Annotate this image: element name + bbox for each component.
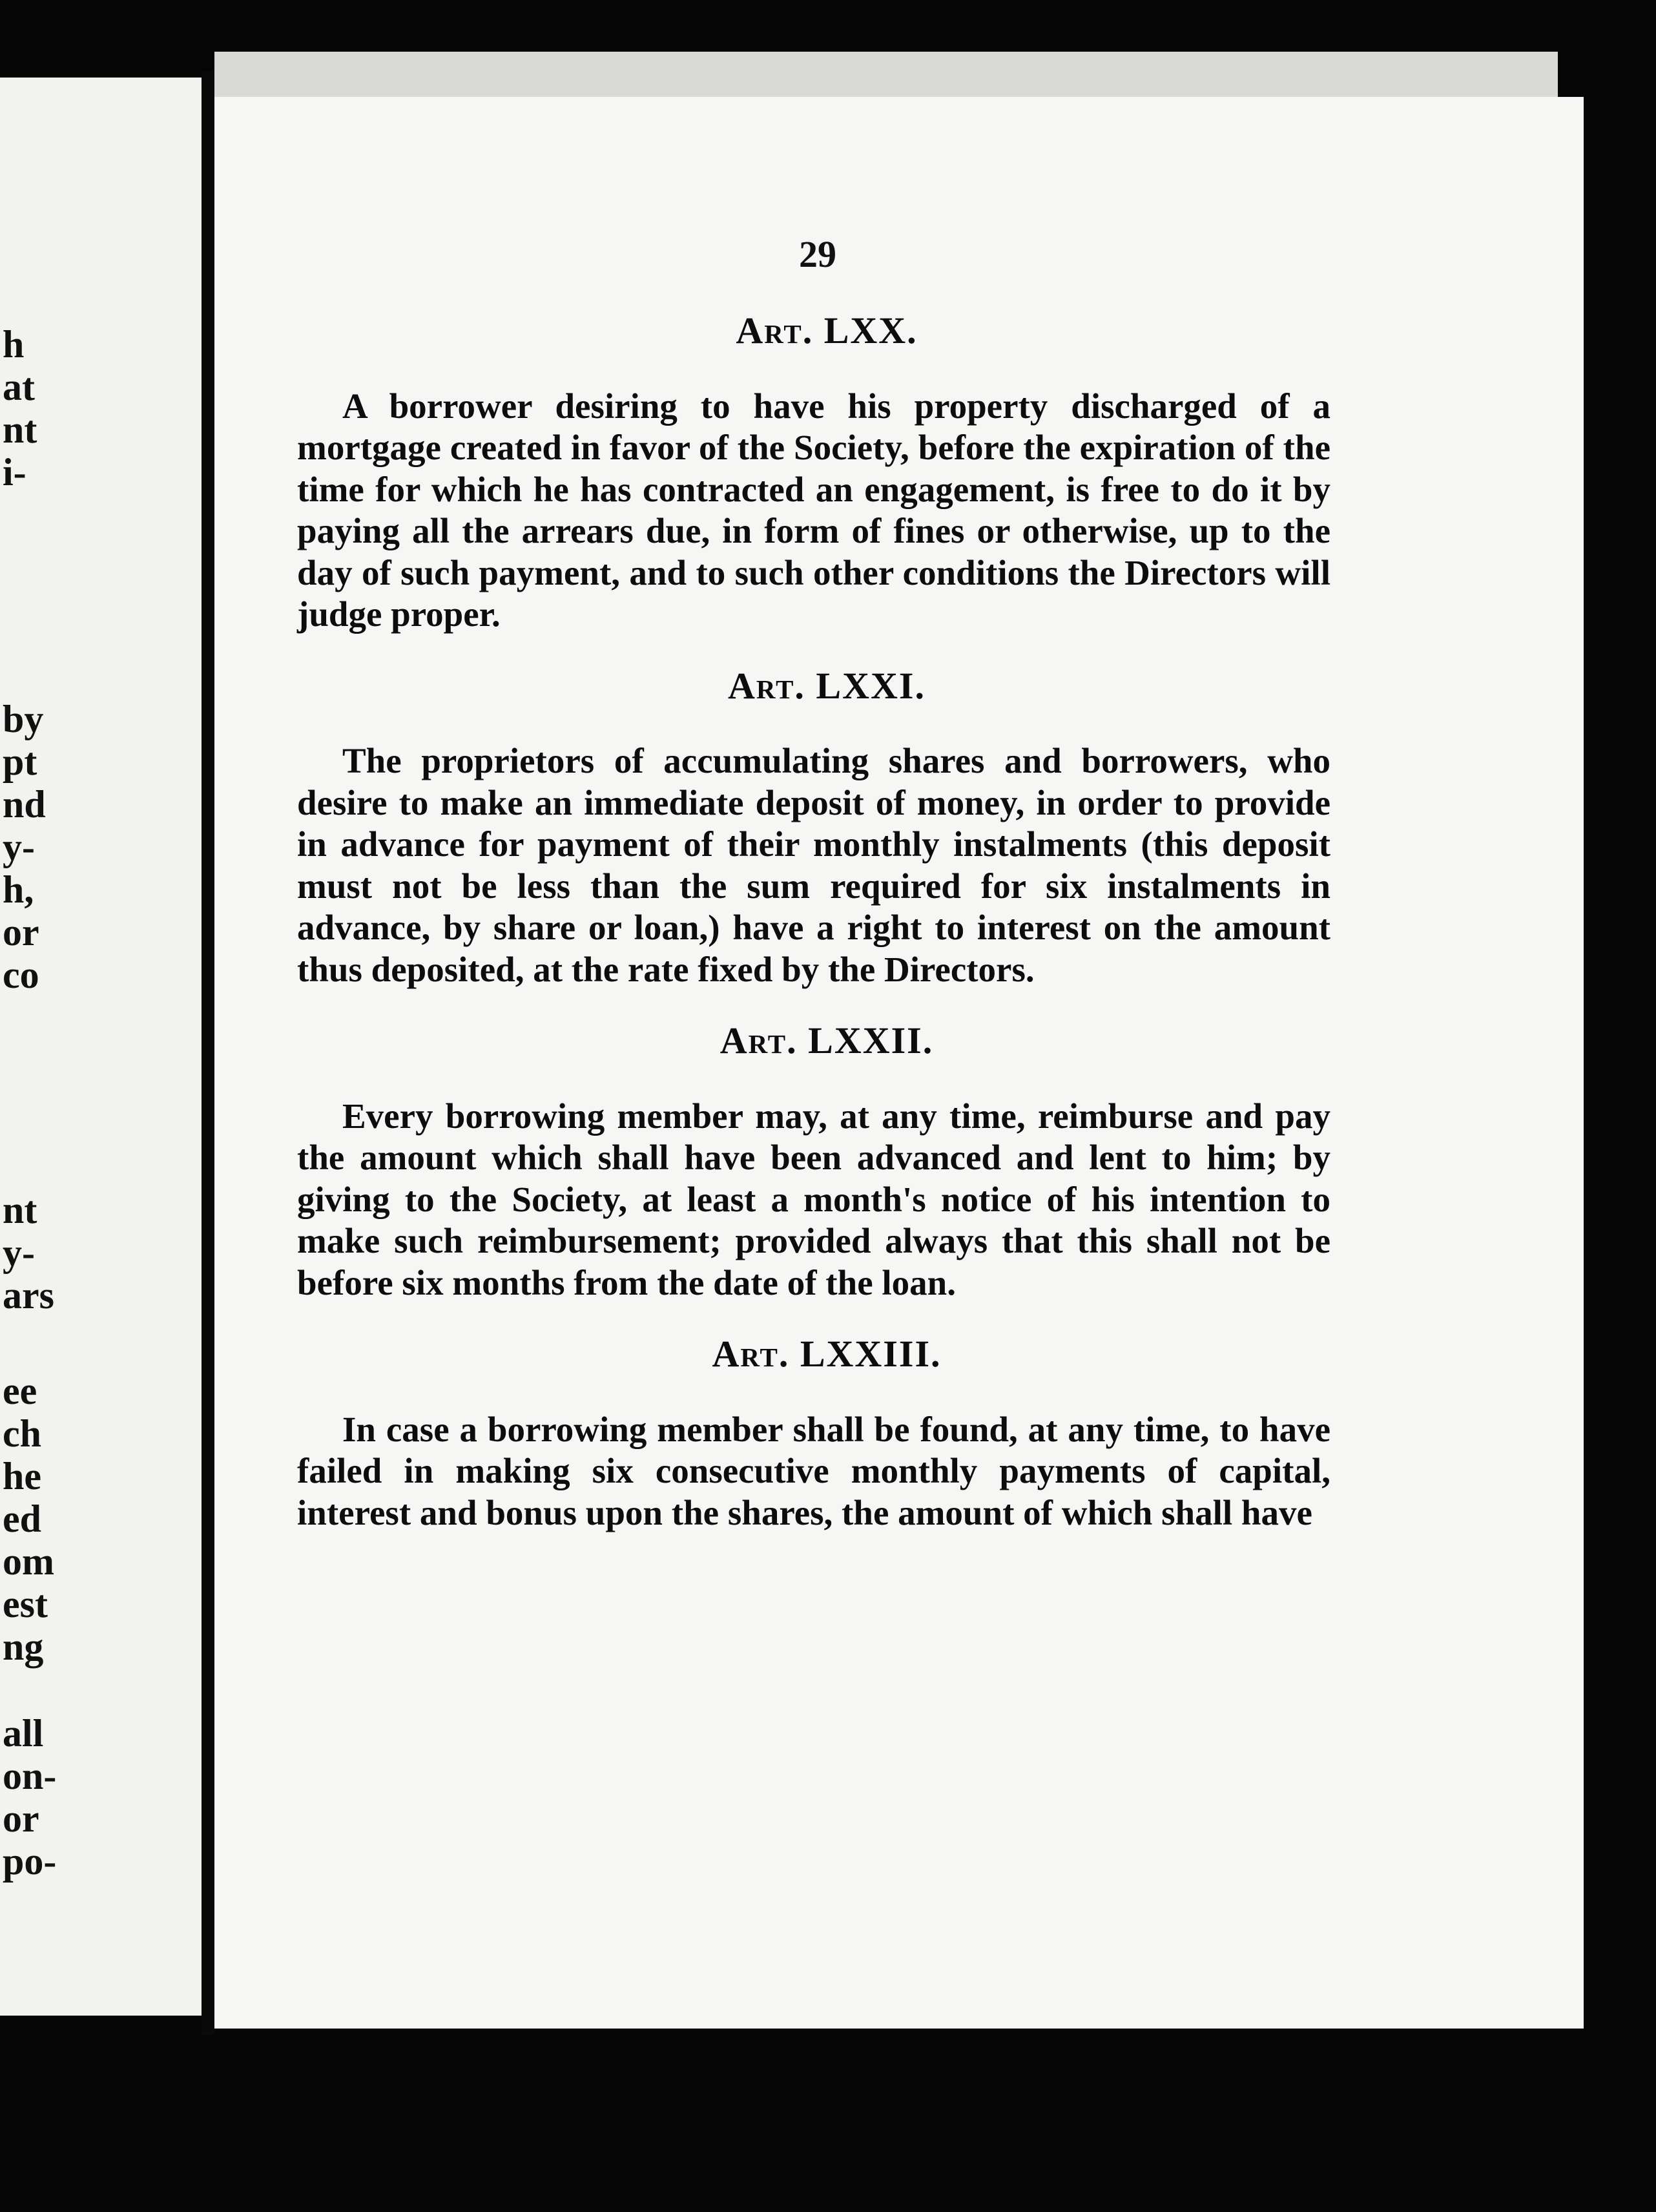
left-fragment: h, [3,868,34,911]
left-fragment: h [3,323,25,366]
page-gutter [202,71,214,2035]
left-fragment: nt [3,1189,37,1231]
left-fragment: ng [3,1625,44,1668]
left-fragment: est [3,1583,48,1625]
left-fragment: by [3,698,44,740]
left-fragment: all [3,1712,44,1755]
left-fragment: po- [3,1840,57,1883]
article-text: A borrower desiring to have his property discharged of a mortgage created in favor of the Society, before the expiration of the time for which he has contracted an engagement, is free to do it by paying all the arrears due, in form of fines or otherwise, up to the day of such payment, and to such other conditions the Directors will judge proper. [297,386,1330,634]
left-facing-page [0,78,202,2016]
left-fragment: on- [3,1755,57,1797]
left-fragment: i- [3,451,26,494]
article-heading: Art. LXXII. [719,1019,934,1061]
left-fragment: nd [3,783,46,826]
page-body [297,310,1330,1534]
article-heading: Art. LXXI. [728,664,926,707]
left-fragment: or [3,1797,39,1840]
left-fragment: ch [3,1412,41,1455]
left-fragment: at [3,366,35,408]
left-fragment: or [3,911,39,954]
left-fragment: he [3,1455,41,1497]
left-fragment: y- [3,826,35,868]
left-fragment: ars [3,1274,54,1317]
page-edge [214,52,1558,103]
left-fragment: om [3,1540,54,1583]
left-fragment: y- [3,1231,35,1274]
page-number: 29 [799,233,836,275]
left-fragment: pt [3,740,37,783]
article-heading: Art. LXX. [736,309,918,351]
left-fragment: co [3,954,39,996]
article-heading: Art. LXXIII. [712,1333,942,1375]
left-fragment: ee [3,1370,37,1412]
article-text: In case a borrowing member shall be found, at any time, to have failed in making six consecutive monthly payments of capital, interest and bonus upon the shares, the amount of which shall have [297,1409,1330,1532]
right-page [214,97,1584,2029]
article-text: Every borrowing member may, at any time, reimburse and pay the amount which shall have been advanced and lent to him; by giving to the Society, at least a month's notice of his intention to make such reimbursement; provided always that this shall not be before six months from the date of the loan. [297,1096,1330,1302]
article-text: The proprietors of accumulating shares and borrowers, who desire to make an immediate deposit of money, in order to provide in advance for payment of their monthly instalments (this deposit must not be less than the sum required for six instalments in advance, by share or loan,) have a right to interest on the amount thus deposited, at the rate fixed by the Directors. [297,741,1330,989]
left-fragment: nt [3,408,37,451]
left-fragment: ed [3,1497,41,1540]
